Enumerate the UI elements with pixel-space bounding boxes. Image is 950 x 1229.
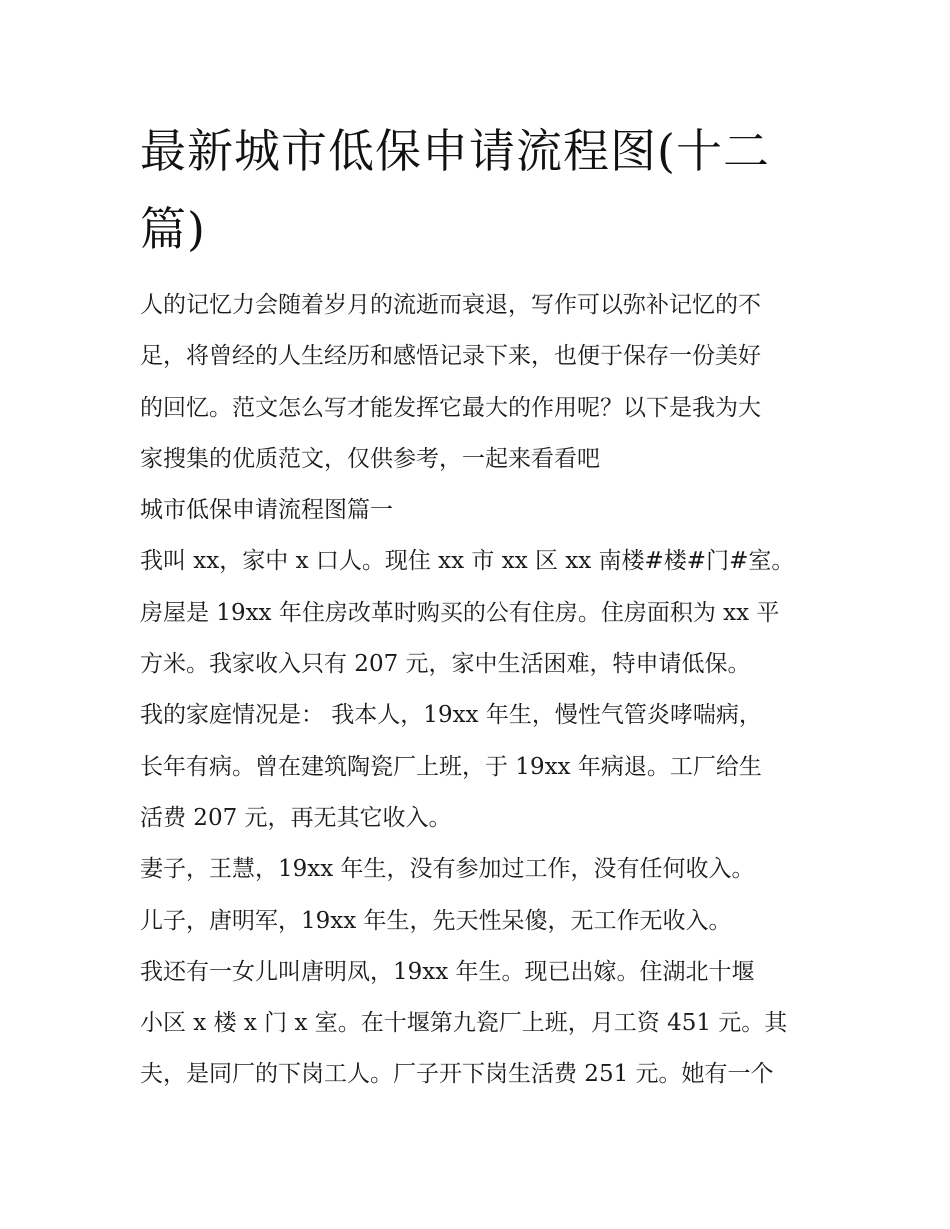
body-line: 儿子，唐明军，19xx 年生，先天性呆傻，无工作无收入。 xyxy=(140,907,732,934)
title-line: 最新城市低保申请流程图(十二 xyxy=(140,124,770,178)
body-line: 我还有一女儿叫唐明凤，19xx 年生。现已出嫁。住湖北十堰 xyxy=(140,958,755,985)
document-body xyxy=(140,280,820,1101)
body-line: 活费 207 元，再无其它收入。 xyxy=(140,804,452,831)
body-line: 的回忆。范文怎么写才能发挥它最大的作用呢？以下是我为大 xyxy=(140,394,761,421)
body-line: 小区 x 楼 x 门 x 室。在十堰第九瓷厂上班，月工资 451 元。其 xyxy=(140,1010,788,1037)
body-line: 妻子，王慧，19xx 年生，没有参加过工作，没有任何收入。 xyxy=(140,856,755,883)
document-title xyxy=(140,112,820,268)
section-heading: 城市低保申请流程图篇一 xyxy=(140,497,393,524)
body-line: 足，将曾经的人生经历和感悟记录下来，也便于保存一份美好 xyxy=(140,343,761,370)
body-line: 长年有病。曾在建筑陶瓷厂上班，于 19xx 年病退。工厂给生 xyxy=(140,753,762,780)
title-line: 篇) xyxy=(140,202,206,256)
body-line: 人的记忆力会随着岁月的流逝而衰退，写作可以弥补记忆的不 xyxy=(140,292,761,318)
body-line: 我的家庭情况是： 我本人，19xx 年生，慢性气管炎哮喘病， xyxy=(140,702,762,729)
body-line: 夫，是同厂的下岗工人。厂子开下岗生活费 251 元。她有一个 xyxy=(140,1061,774,1088)
body-line: 家搜集的优质范文，仅供参考，一起来看看吧 xyxy=(140,445,600,472)
body-line: 我叫 xx，家中 x 口人。现住 xx 市 xx 区 xx 南楼#楼#门#室。 xyxy=(140,548,795,575)
body-line: 方米。我家收入只有 207 元，家中生活困难，特申请低保。 xyxy=(140,651,751,678)
body-line: 房屋是 19xx 年住房改革时购买的公有住房。住房面积为 xx 平 xyxy=(140,599,780,626)
